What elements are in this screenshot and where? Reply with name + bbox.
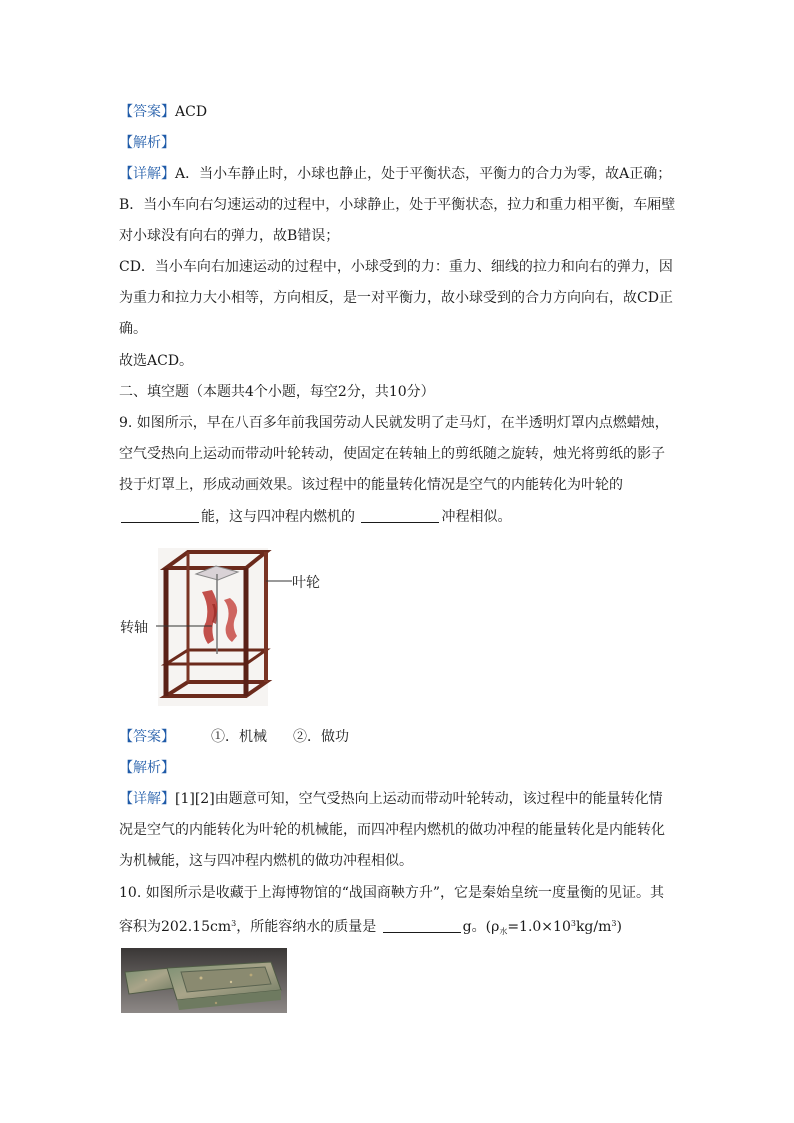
q10-density-text: =1.0×10 <box>507 919 571 935</box>
q9-line-3: 投于灯罩上，形成动画效果。该过程中的能量转化情况是空气的内能转化为叶轮的 <box>119 477 623 493</box>
shaft-label: 转轴 <box>120 620 148 636</box>
q8-detail-line-1 <box>119 164 671 184</box>
q9-text-b: 冲程相似。 <box>441 509 512 525</box>
q10-water-sub: 水 <box>499 927 508 936</box>
answer-tag: 【答案】 <box>119 104 175 120</box>
q10-line-1: 10. 如图所示是收藏于上海博物馆的“战国商鞅方升”，它是秦始皇统一度量衡的见证。其 <box>119 885 665 901</box>
bronze-measure-figure <box>121 948 287 1013</box>
impeller-label: 叶轮 <box>292 575 320 591</box>
answer-blank-3[interactable] <box>383 918 461 933</box>
q8-detail-line-5: 为重力和拉力大小相等，方向相反，是一对平衡力，故小球受到的合力方向向右，故CD正 <box>119 290 673 306</box>
q8-conclusion: 故选ACD。 <box>119 353 194 369</box>
q9-answer-line <box>119 727 349 747</box>
q10-volume-text: 容积为202.15cm <box>119 919 232 935</box>
answer-blank-2[interactable] <box>361 508 439 523</box>
q9-detail-line-1 <box>119 789 663 809</box>
answer-2: ②．做功 <box>293 729 349 745</box>
lantern-drawing <box>120 544 330 710</box>
q9-text-a: 能，这与四冲程内燃机的 <box>201 509 355 525</box>
answer-blank-1[interactable] <box>121 508 199 523</box>
q8-detail-line-4: CD．当小车向右加速运动的过程中，小球受到的力：重力、细线的拉力和向右的弹力，因 <box>119 259 673 275</box>
q8-detail-line-2: B．当小车向右匀速运动的过程中，小球静止，处于平衡状态，拉力和重力相平衡，车厢壁 <box>119 197 676 213</box>
q10-sup-3: 3 <box>611 919 617 928</box>
detail-text: [1][2]由题意可知，空气受热向上运动而带动叶轮转动，该过程中的能量转化情 <box>175 791 663 807</box>
q8-analysis-tag-line <box>119 133 175 153</box>
q9-line-2: 空气受热向上运动而带动叶轮转动，使固定在转轴上的剪纸随之旋转，烛光将剪纸的影子 <box>119 446 665 462</box>
detail-text: A．当小车静止时，小球也静止，处于平衡状态，平衡力的合力为零，故A正确； <box>175 166 672 182</box>
q10-close-paren: ) <box>616 919 622 935</box>
answer-value: ACD <box>175 104 208 120</box>
q9-line-4 <box>119 507 511 527</box>
q8-answer-line <box>119 102 207 122</box>
detail-tag: 【详解】 <box>119 166 175 182</box>
q8-detail-line-6: 确。 <box>119 321 147 337</box>
q9-detail-line-2: 况是空气的内能转化为叶轮的机械能，而四冲程内燃机的做功冲程的能量转化是内能转化 <box>119 822 665 838</box>
q10-sup-2: 3 <box>570 919 576 928</box>
q10-sup-1: 3 <box>231 919 237 928</box>
q10-line-2 <box>119 914 622 942</box>
q9-line-1: 9. 如图所示，早在八百多年前我国劳动人民就发明了走马灯，在半透明灯罩内点燃蜡烛， <box>119 415 669 431</box>
q10-unit-text: kg/m <box>575 919 612 935</box>
analysis-tag: 【解析】 <box>119 760 175 776</box>
lantern-figure <box>120 544 330 710</box>
q8-detail-line-3: 对小球没有向右的弹力，故B错误； <box>119 228 340 244</box>
section-heading: 二、填空题（本题共4个小题，每空2分，共10分） <box>119 384 435 400</box>
q10-mass-text: ，所能容纳水的质量是 <box>236 919 377 935</box>
answer-1: ①．机械 <box>211 729 267 745</box>
analysis-tag: 【解析】 <box>119 135 175 151</box>
q9-analysis-tag-line <box>119 758 175 778</box>
bronze-measure-drawing <box>121 948 287 1013</box>
answer-tag: 【答案】 <box>119 729 175 745</box>
q10-rho-text: g。(ρ <box>462 919 500 935</box>
q9-detail-line-3: 为机械能，这与四冲程内燃机的做功冲程相似。 <box>119 853 413 869</box>
detail-tag: 【详解】 <box>119 791 175 807</box>
